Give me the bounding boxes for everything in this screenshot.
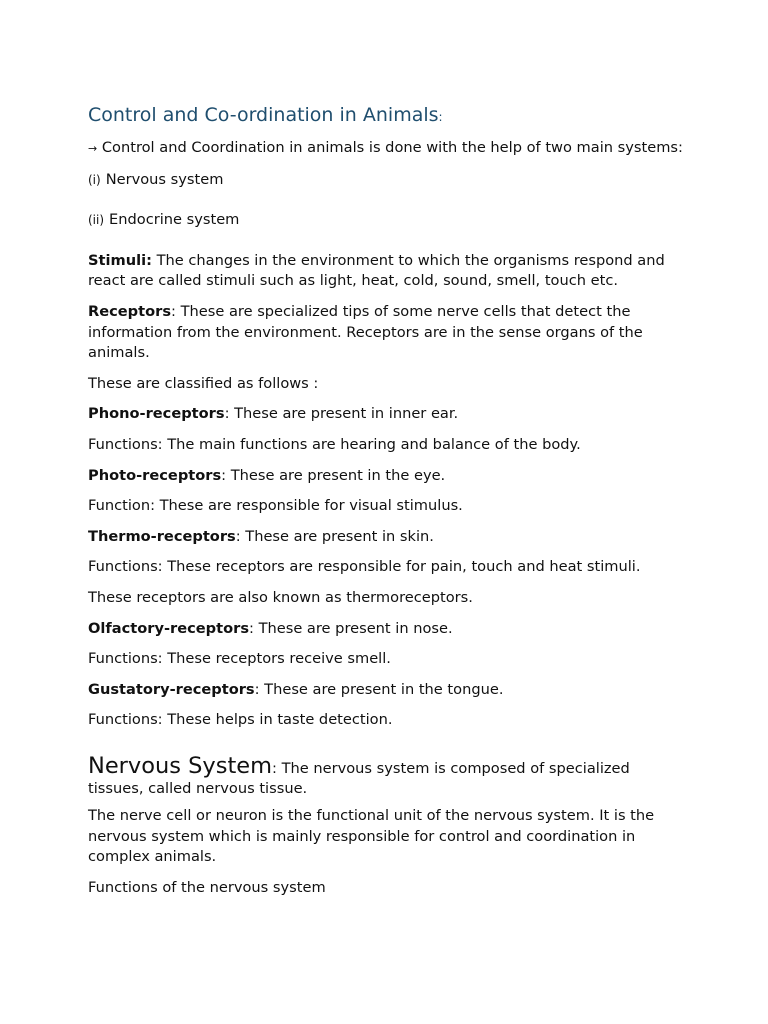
arrow-icon: → [88,142,98,155]
stimuli-term: Stimuli: [88,251,152,269]
thermo-extra: These receptors are also known as thermoreceptors. [88,588,473,606]
classified-text: These are classified as follows : [88,374,319,392]
receptor-term: Gustatory-receptors [88,680,255,698]
thermo-receptors [88,527,688,548]
photo-receptors [88,466,688,487]
receptor-term: Thermo-receptors [88,527,236,545]
receptor-text: : These are present in the tongue. [254,680,504,698]
receptors-text: : These are specialized tips of some nerve cells that detect the information from the environment. Receptors are in the sense organs of the animals. [88,302,643,362]
receptors-paragraph [88,302,688,364]
olfactory-receptors [88,619,688,640]
intro-paragraph [88,138,688,160]
list-number: (i) [88,172,101,187]
list-item-endocrine [88,210,688,231]
list-number: (ii) [88,213,105,228]
receptors-term: Receptors [88,302,172,320]
list-item-nervous [88,170,688,191]
nervous-system-text: : The nervous system is composed of specialized tissues, called nervous tissue. [88,759,630,798]
neuron-paragraph: The nerve cell or neuron is the functional unit of the nervous system. It is the nervous system which is mainly responsible for control and coordination in complex animals. [88,807,655,866]
functions-heading: Functions of the nervous system [88,878,326,896]
stimuli-paragraph [88,251,688,292]
receptor-text: : These are present in inner ear. [224,405,459,423]
phono-receptors [88,404,688,425]
stimuli-text: The changes in the environment to which the organisms respond and react are called stimuli such as light, heat, cold, sound, smell, touch etc. [88,251,665,290]
nervous-system-paragraph [88,753,688,800]
intro-text: Control and Coordination in animals is done with the help of two main systems: [101,139,683,156]
document-page [88,103,688,898]
title-colon: : [438,110,443,124]
receptor-term: Olfactory-receptors [88,619,250,637]
gustatory-receptors [88,680,688,701]
thermo-function: Functions: These receptors are responsible for pain, touch and heat stimuli. [88,558,641,576]
gustatory-function: Functions: These helps in taste detection. [88,711,393,729]
nervous-system-heading: Nervous System [88,752,273,779]
photo-function: Function: These are responsible for visual stimulus. [88,497,463,515]
phono-function: Functions: The main functions are hearing and balance of the body. [88,435,581,453]
receptor-text: : These are present in skin. [235,527,434,545]
receptor-term: Phono-receptors [88,405,225,423]
title-text: Control and Co-ordination in Animals [88,104,439,126]
page-title [88,103,688,129]
olfactory-function: Functions: These receptors receive smell. [88,650,391,668]
receptor-text: : These are present in nose. [249,619,453,637]
receptor-text: : These are present in the eye. [221,466,446,484]
list-label: Endocrine system [109,211,240,229]
receptor-term: Photo-receptors [88,466,222,484]
list-label: Nervous system [105,170,224,188]
